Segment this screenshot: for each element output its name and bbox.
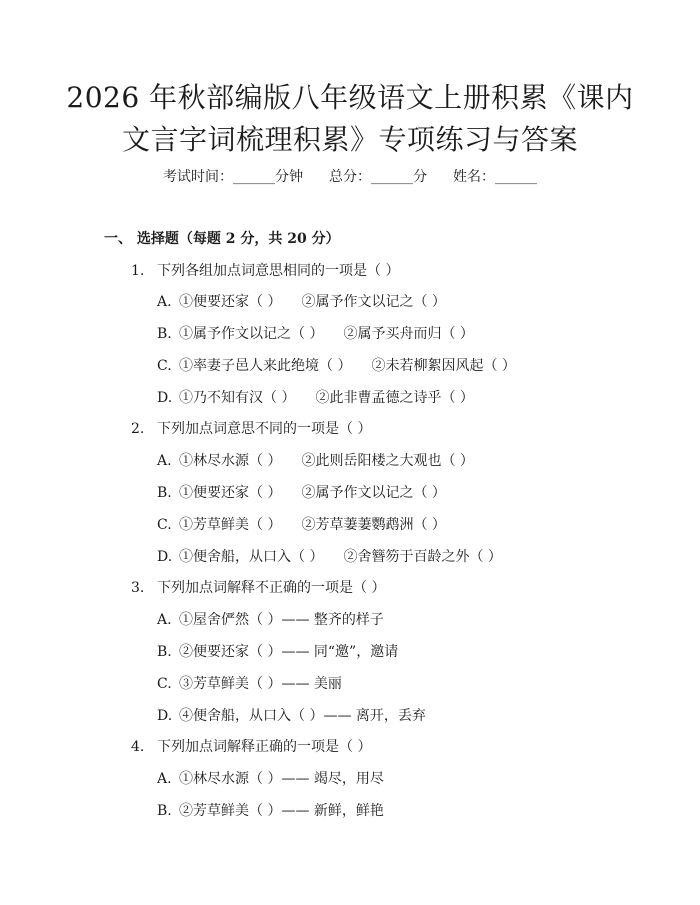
option (157, 356, 516, 376)
option-item-1: ①芳草鲜美（ ） (179, 517, 282, 533)
student-name: 姓名：______ (453, 169, 537, 185)
option-letter: B. (157, 803, 172, 819)
option-letter: C. (157, 517, 172, 533)
question-number: 1. (131, 263, 145, 279)
option-letter: A. (157, 453, 172, 469)
option-item-1: ①属予作文以记之（ ） (179, 326, 324, 342)
option-item-1: ①乃不知有汉（ ） (179, 390, 296, 406)
exam-time: 考试时间：______分钟 (163, 169, 303, 185)
option-letter: C. (157, 358, 172, 374)
question-number: 2. (131, 421, 145, 437)
question-text: 下列加点词意思不同的一项是（ ） (157, 421, 372, 437)
question (131, 737, 371, 757)
option-item-1: ①林尽水源（ ）—— 竭尽，用尽 (179, 771, 384, 787)
option-item-2: ②未若柳絮因风起（ ） (371, 358, 516, 374)
option (157, 610, 384, 630)
question (131, 578, 385, 598)
question-text: 下列加点词解释正确的一项是（ ） (157, 739, 372, 755)
exam-meta (0, 167, 700, 187)
option (157, 642, 398, 662)
option (157, 801, 384, 821)
question-number: 3. (131, 580, 145, 596)
question (131, 261, 399, 281)
option (157, 388, 474, 408)
option-item-2: ②此则岳阳楼之大观也（ ） (301, 453, 474, 469)
option (157, 451, 474, 471)
option-letter: B. (157, 485, 172, 501)
option-item-2: ②属予作文以记之（ ） (301, 485, 446, 501)
option-letter: A. (157, 771, 172, 787)
option (157, 324, 474, 344)
option-letter: D. (157, 708, 173, 724)
option-item-1: ②芳草鲜美（ ）—— 新鲜，鲜艳 (179, 803, 384, 819)
option-item-1: ①率妻子邑人来此绝境（ ） (179, 358, 352, 374)
option-item-2: ②芳草萋萋鹦鹉洲（ ） (301, 517, 446, 533)
option-letter: B. (157, 326, 172, 342)
option-item-2: ②属予作文以记之（ ） (301, 294, 446, 310)
option-item-2: ②舍簪笏于百龄之外（ ） (343, 549, 502, 565)
option-letter: C. (157, 676, 172, 692)
option-item-1: ④便舍船，从口入（ ）—— 离开，丢弃 (179, 708, 426, 724)
option (157, 769, 384, 789)
option-letter: B. (157, 644, 172, 660)
question-text: 下列各组加点词意思相同的一项是（ ） (157, 263, 400, 279)
question-number: 4. (131, 739, 145, 755)
option (157, 547, 502, 567)
option-letter: A. (157, 294, 172, 310)
option-item-2: ②属予买舟而归（ ） (343, 326, 474, 342)
option (157, 674, 342, 694)
option (157, 483, 446, 503)
option-item-1: ①便要还家（ ） (179, 294, 282, 310)
option-item-1: ①便舍船，从口入（ ） (179, 549, 324, 565)
exam-title-line-1: 2026 年秋部编版八年级语文上册积累《课内 (66, 81, 634, 114)
exam-title-line-2: 文言字词梳理积累》专项练习与答案 (121, 123, 578, 156)
option-item-1: ①林尽水源（ ） (179, 453, 282, 469)
section-heading: 一、 选择题（每题 2 分，共 20 分） (104, 231, 340, 247)
option-item-2: ②此非曹孟德之诗乎（ ） (315, 390, 474, 406)
option-item-1: ②便要还家（ ）—— 同“邀”，邀请 (179, 644, 399, 660)
exam-score: 总分：______分 (329, 169, 427, 185)
option-letter: D. (157, 390, 173, 406)
question (131, 419, 371, 439)
question-text: 下列加点词解释不正确的一项是（ ） (157, 580, 386, 596)
option-letter: D. (157, 549, 173, 565)
option (157, 706, 426, 726)
option-item-1: ③芳草鲜美（ ）—— 美丽 (179, 676, 342, 692)
option-item-1: ①屋舍俨然（ ）—— 整齐的样子 (179, 612, 384, 628)
option-letter: A. (157, 612, 172, 628)
option (157, 292, 446, 312)
option-item-1: ①便要还家（ ） (179, 485, 282, 501)
option (157, 515, 446, 535)
